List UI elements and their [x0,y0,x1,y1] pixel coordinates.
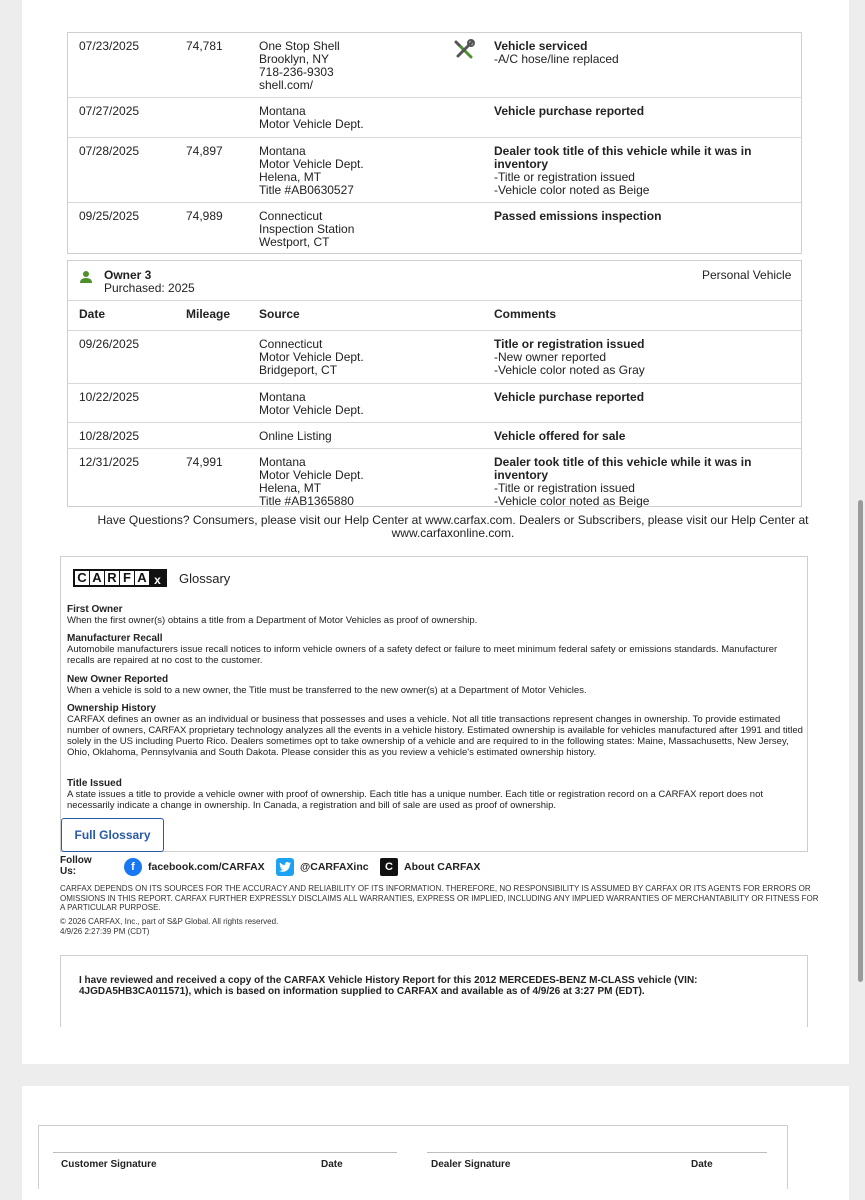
record-comments [494,105,784,118]
about-carfax-text: About CARFAX [404,861,481,873]
source-line: Helena, MT [259,481,322,495]
logo-letter: A [135,571,150,585]
customer-date-label: Date [321,1159,343,1170]
record-source [259,391,364,417]
source-line: Bridgeport, CT [259,363,338,377]
owner3-name: Owner 3 [104,268,152,282]
record-source [259,210,354,249]
source-line: One Stop Shell [259,39,340,53]
record-row [68,449,801,508]
term-name: Ownership History [67,703,156,714]
acknowledgement-text: I have reviewed and received a copy of the CARFAX Vehicle History Report for this 2012 MERCEDES-BENZ M-CLASS vehicle (VIN: 4JGDA5HB3CA011571), which is based on information supplied to CARFAX and available as of 4/9/26 at 3:27 PM (EDT). [79,975,698,997]
comment-title: Passed emissions inspection [494,209,662,223]
record-row [68,33,801,98]
follow-us-label [60,855,100,877]
record-comments [494,391,784,404]
source-line: 718-236-9303 [259,65,334,79]
glossary-term [67,604,805,626]
term-definition: Automobile manufacturers issue recall notices to inform vehicle owners of a safety defect or failure to meet minimum federal safety or emissions standards. Manufacturer recalls are repaired at no cost to the customer. [67,644,778,666]
record-comments [494,430,784,443]
scrollbar-thumb[interactable] [858,500,863,982]
glossary-term [67,633,805,666]
source-line: Montana [259,144,306,158]
dealer-signature-line [427,1152,767,1153]
facebook-icon: f [124,858,142,876]
owner3-header [68,261,801,301]
report-page [22,0,849,1064]
glossary-header [73,569,230,587]
term-definition: When the first owner(s) obtains a title from a Department of Motor Vehicles as proof of ownership. [67,615,478,626]
record-date: 07/28/2025 [79,144,140,158]
source-line: shell.com/ [259,78,314,92]
comment-title: Dealer took title of this vehicle while it was in inventory [494,144,752,171]
owner3-table-header [68,301,801,331]
comment-detail: -Vehicle color noted as Gray [494,363,645,377]
comment-detail: -New owner reported [494,350,607,364]
term-name: Title Issued [67,778,122,789]
record-row [68,331,801,384]
source-line: Motor Vehicle Dept. [259,117,364,131]
logo-letter: x [150,571,165,585]
logo-letter: C [75,571,90,585]
record-source [259,430,332,443]
comment-detail: -Vehicle color noted as Beige [494,183,650,197]
record-mileage: 74,989 [186,209,223,223]
disclaimer-text: CARFAX DEPENDS ON ITS SOURCES FOR THE ACCURACY AND RELIABILITY OF ITS INFORMATION. THEREFORE, NO RESPONSIBILITY IS ASSUMED BY CARFAX OR ITS AGENTS FOR ERRORS OR OMISSIONS IN THIS REPORT. CARFAX FURTHER EXPRESSLY DISCLAIMS ALL WARRANTIES, EXPRESS OR IMPLIED, INCLUDING ANY IMPLIED WARRANTIES OF MERCHANTABILITY OR FITNESS FOR A PARTICULAR PURPOSE. [60,884,819,912]
logo-letter: R [105,571,120,585]
record-date: 12/31/2025 [79,455,140,469]
record-date: 09/25/2025 [79,209,140,223]
source-line: Motor Vehicle Dept. [259,403,364,417]
owner3-purchased: Purchased: 2025 [104,281,195,295]
term-name: Manufacturer Recall [67,633,163,644]
full-glossary-button[interactable]: Full Glossary [61,818,164,852]
source-line: Montana [259,455,306,469]
source-line: Westport, CT [259,235,330,249]
carfax-c-icon: C [380,858,398,876]
twitter-icon [276,858,294,876]
dealer-signature-label: Dealer Signature [431,1159,511,1170]
source-line: Connecticut [259,337,323,351]
record-date: 07/27/2025 [79,104,140,118]
copyright-text: © 2026 CARFAX, Inc., part of S&P Global. All rights reserved. [60,917,279,926]
logo-letter: F [120,571,135,585]
record-date: 10/22/2025 [79,390,140,404]
record-comments [494,456,784,508]
record-mileage: 74,897 [186,144,223,158]
source-line: Montana [259,104,306,118]
record-date: 07/23/2025 [79,39,140,53]
about-carfax-link[interactable] [380,858,480,876]
term-definition: CARFAX defines an owner as an individual or business that possesses and uses a vehicle. Not all title transactions represent changes in ownership. To provide estimated number of owners, CARFAX proprietary technology analyzes all the events in a vehicle history. Estimated ownership is available for vehicles manufactured after 1991 and titled solely in the US including Puerto Rico. Dealers sometimes opt to take ownership of a vehicle and are required to in the following states: Maine, Massachusetts, New Jersey, Ohio, Oklahoma, Pennsylvania and South Dakota. Please consider this as you review a vehicle's estimated ownership history. [67,714,803,758]
facebook-link-text: facebook.com/CARFAX [148,861,265,873]
carfax-logo [73,569,167,587]
source-line: Motor Vehicle Dept. [259,468,364,482]
comment-title: Title or registration issued [494,337,645,351]
owner3-section [67,260,802,507]
twitter-link-text: @CARFAXinc [300,861,369,873]
source-line: Montana [259,390,306,404]
source-line: Motor Vehicle Dept. [259,157,364,171]
record-row [68,384,801,423]
help-center-text: Have Questions? Consumers, please visit our Help Center at www.carfax.com. Dealers or Subscribers, please visit our Help Center at www.carfaxonline.com. [97,513,809,540]
header-source: Source [259,307,300,321]
header-date: Date [79,307,106,321]
comment-detail: -A/C hose/line replaced [494,52,619,66]
owner3-vehicle-type: Personal Vehicle [702,268,792,282]
record-date: 09/26/2025 [79,337,140,351]
person-icon [80,270,92,287]
source-line: Title #AB0630527 [259,183,354,197]
record-row [68,138,801,203]
header-mileage: Mileage [186,307,231,321]
facebook-link[interactable] [124,858,265,876]
comment-detail: -Vehicle color noted as Beige [494,494,650,508]
record-comments [494,338,784,377]
glossary-term [67,674,805,696]
comment-title: Dealer took title of this vehicle while it was in inventory [494,455,752,482]
record-source [259,456,364,508]
glossary-section [60,556,808,852]
record-source [259,40,340,92]
source-line: Connecticut [259,209,323,223]
record-comments [494,40,784,66]
source-line: Title #AB1365880 [259,494,354,508]
term-name: First Owner [67,604,123,615]
customer-signature-line [53,1152,397,1153]
wrench-screwdriver-icon [453,39,475,64]
term-name: New Owner Reported [67,674,169,685]
comment-title: Vehicle serviced [494,39,588,53]
glossary-term [67,703,805,758]
record-source [259,105,364,131]
record-row [68,203,801,254]
record-comments [494,210,784,223]
header-comments: Comments [494,307,557,321]
source-line: Motor Vehicle Dept. [259,350,364,364]
logo-letter: A [90,571,105,585]
source-line: Brooklyn, NY [259,52,330,66]
source-line: Online Listing [259,429,332,443]
glossary-term [67,778,805,811]
record-row [68,98,801,138]
follow-us-text: Follow Us: [60,855,92,877]
record-mileage: 74,991 [186,455,223,469]
record-source [259,338,364,377]
record-row [68,423,801,449]
comment-title: Vehicle purchase reported [494,104,645,118]
term-definition: When a vehicle is sold to a new owner, the Title must be transferred to the new owner(s) at a Department of Motor Vehicles. [67,685,587,696]
record-comments [494,145,784,197]
term-definition: A state issues a title to provide a vehicle owner with proof of ownership. Each title has a unique number. Each title or registration record on a CARFAX report does not necessarily indicate a change in ownership. In Canada, a registration and bill of sale are used as proof of ownership. [67,789,763,811]
signature-box [38,1125,788,1189]
comment-title: Vehicle offered for sale [494,429,626,443]
twitter-link[interactable] [276,858,369,876]
comment-detail: -Title or registration issued [494,170,635,184]
source-line: Inspection Station [259,222,355,236]
record-source [259,145,364,197]
comment-title: Vehicle purchase reported [494,390,645,404]
source-line: Helena, MT [259,170,322,184]
owner2-records-table [67,32,802,254]
comment-detail: -Title or registration issued [494,481,635,495]
record-date: 10/28/2025 [79,429,140,443]
record-mileage: 74,781 [186,39,223,53]
acknowledgement-box [60,955,808,1027]
dealer-date-label: Date [691,1159,713,1170]
glossary-title: Glossary [179,570,231,586]
report-timestamp: 4/9/26 2:27:39 PM (CDT) [60,927,150,936]
customer-signature-label: Customer Signature [61,1159,157,1170]
